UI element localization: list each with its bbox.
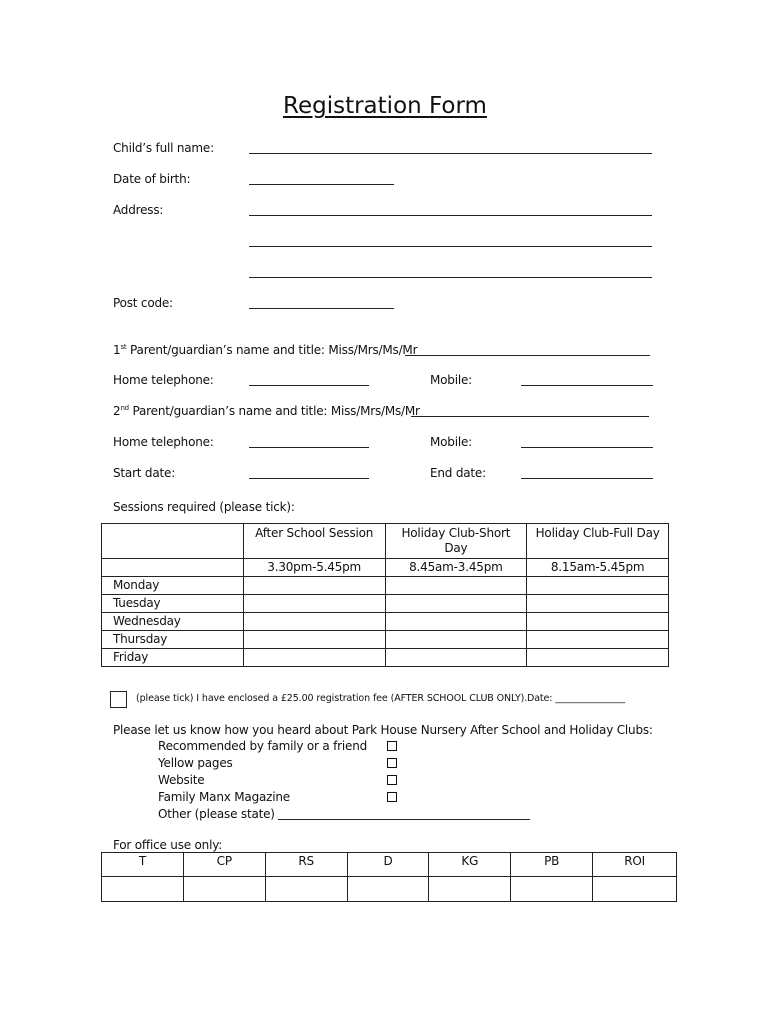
session-row-wednesday (102, 613, 669, 631)
session-cell[interactable] (527, 631, 669, 649)
parent1-name-field[interactable] (405, 355, 650, 356)
parent2-label: 2nd Parent/guardian’s name and title: Miss/Mrs/Ms/Mr (113, 404, 420, 418)
heard-checkbox-magazine[interactable] (387, 792, 397, 802)
session-cell[interactable] (243, 613, 385, 631)
office-cell[interactable] (183, 877, 265, 902)
heard-option-other: Other (please state) (158, 807, 275, 821)
heard-other-field[interactable] (278, 819, 530, 820)
session-row-thursday (102, 631, 669, 649)
fee-date: Date: _______________ (527, 693, 626, 704)
office-use-label: For office use only: (113, 838, 223, 852)
start-date-field[interactable] (249, 478, 369, 479)
session-cell[interactable] (527, 613, 669, 631)
office-col-kg: KG (429, 853, 511, 877)
sessions-corner-cell (102, 524, 244, 559)
office-cell[interactable] (429, 877, 511, 902)
mobile-2-label: Mobile: (430, 435, 473, 449)
office-col-rs: RS (265, 853, 347, 877)
office-col-roi: ROI (593, 853, 677, 877)
mobile-2-field[interactable] (521, 447, 653, 448)
times-corner-cell (102, 559, 244, 577)
home-telephone-2-label: Home telephone: (113, 435, 214, 449)
day-label: Tuesday (102, 595, 244, 613)
session-cell[interactable] (527, 649, 669, 667)
mobile-1-label: Mobile: (430, 373, 473, 387)
end-date-field[interactable] (521, 478, 653, 479)
home-telephone-1-label: Home telephone: (113, 373, 214, 387)
office-table (101, 852, 677, 902)
session-cell[interactable] (527, 595, 669, 613)
office-cell[interactable] (102, 877, 184, 902)
parent2-name-field[interactable] (411, 416, 649, 417)
session-cell[interactable] (243, 649, 385, 667)
postcode-field[interactable] (249, 308, 394, 309)
session-cell[interactable] (385, 613, 527, 631)
start-date-label: Start date: (113, 466, 176, 480)
office-cell[interactable] (593, 877, 677, 902)
page-title: Registration Form (283, 93, 487, 119)
home-telephone-1-field[interactable] (249, 385, 369, 386)
session-col-short-day: Holiday Club-Short Day (385, 524, 527, 559)
address-line-1[interactable] (249, 215, 652, 216)
mobile-1-field[interactable] (521, 385, 653, 386)
home-telephone-2-field[interactable] (249, 447, 369, 448)
session-time-after-school: 3.30pm-5.45pm (243, 559, 385, 577)
session-cell[interactable] (385, 631, 527, 649)
address-label: Address: (113, 203, 164, 217)
session-col-full-day: Holiday Club-Full Day (527, 524, 669, 559)
office-col-d: D (347, 853, 429, 877)
heard-option-recommended: Recommended by family or a friend (158, 739, 368, 753)
office-cell[interactable] (511, 877, 593, 902)
day-label: Thursday (102, 631, 244, 649)
fee-checkbox[interactable] (110, 691, 127, 708)
office-col-cp: CP (183, 853, 265, 877)
session-cell[interactable] (243, 595, 385, 613)
end-date-label: End date: (430, 466, 486, 480)
dob-field[interactable] (249, 184, 394, 185)
day-label: Friday (102, 649, 244, 667)
child-name-field[interactable] (249, 153, 652, 154)
session-cell[interactable] (527, 577, 669, 595)
session-row-friday (102, 649, 669, 667)
heard-option-magazine: Family Manx Magazine (158, 790, 290, 804)
office-col-pb: PB (511, 853, 593, 877)
sessions-table (101, 523, 669, 667)
session-col-after-school: After School Session (243, 524, 385, 559)
heard-option-website: Website (158, 773, 205, 787)
address-line-3[interactable] (249, 277, 652, 278)
fee-text: (please tick) I have enclosed a £25.00 registration fee (AFTER SCHOOL CLUB ONLY). (136, 693, 528, 704)
day-label: Monday (102, 577, 244, 595)
session-row-tuesday (102, 595, 669, 613)
parent1-label: 1st Parent/guardian’s name and title: Miss/Mrs/Ms/Mr (113, 343, 418, 357)
heard-option-yellow-pages: Yellow pages (158, 756, 233, 770)
heard-question: Please let us know how you heard about Park House Nursery After School and Holiday Clubs: (113, 723, 653, 737)
session-time-full-day: 8.15am-5.45pm (527, 559, 669, 577)
session-cell[interactable] (385, 595, 527, 613)
sessions-label: Sessions required (please tick): (113, 500, 295, 514)
office-cell[interactable] (347, 877, 429, 902)
session-cell[interactable] (385, 577, 527, 595)
address-line-2[interactable] (249, 246, 652, 247)
session-cell[interactable] (385, 649, 527, 667)
session-row-monday (102, 577, 669, 595)
heard-checkbox-website[interactable] (387, 775, 397, 785)
day-label: Wednesday (102, 613, 244, 631)
session-cell[interactable] (243, 577, 385, 595)
child-name-label: Child’s full name: (113, 141, 214, 155)
heard-checkbox-yellow-pages[interactable] (387, 758, 397, 768)
heard-checkbox-recommended[interactable] (387, 741, 397, 751)
office-cell[interactable] (265, 877, 347, 902)
session-time-short-day: 8.45am-3.45pm (385, 559, 527, 577)
postcode-label: Post code: (113, 296, 173, 310)
session-cell[interactable] (243, 631, 385, 649)
dob-label: Date of birth: (113, 172, 191, 186)
office-col-t: T (102, 853, 184, 877)
